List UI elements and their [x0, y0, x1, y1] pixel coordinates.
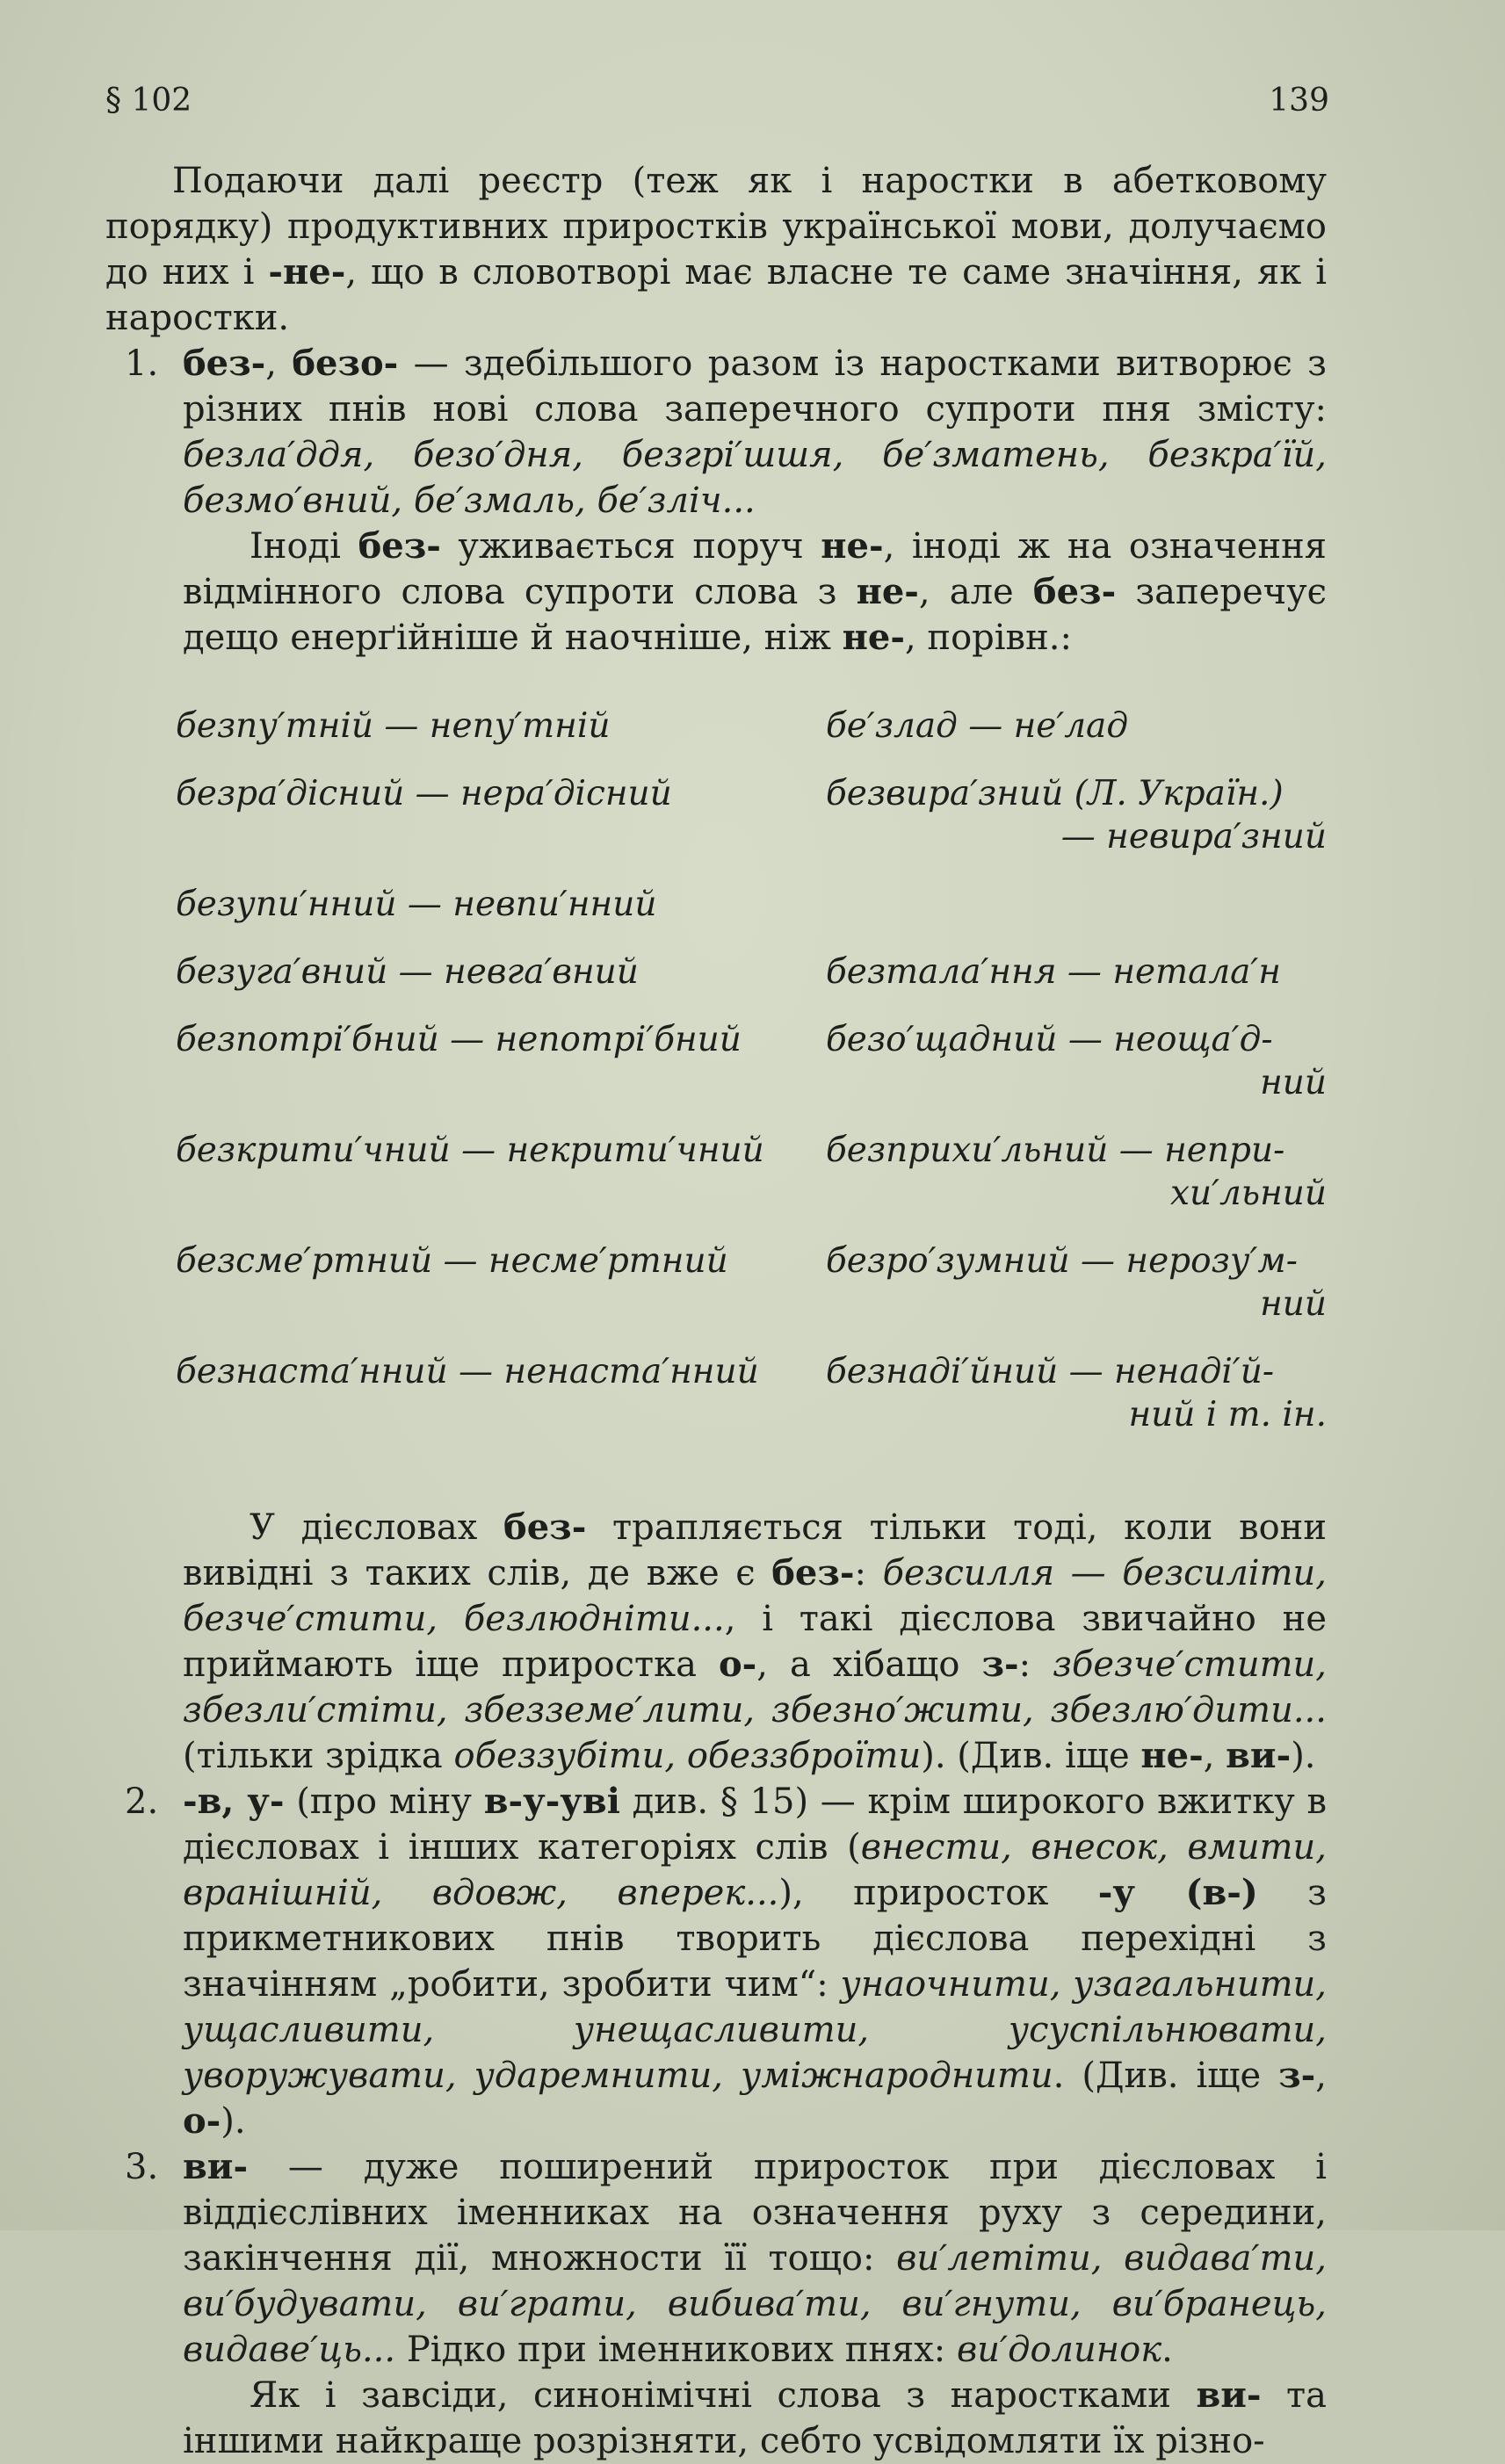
bold-prefix: з-	[981, 1644, 1019, 1685]
text-run: ,	[265, 343, 293, 384]
entry-vy	[105, 2144, 1327, 2373]
text-run: Рідко при іменникових пнях:	[395, 2330, 957, 2370]
pair-right-continuation: ний	[1260, 1063, 1327, 1102]
pair-right-text: безнаді′йний — ненаді′й-	[826, 1352, 1275, 1391]
text-run: уживається поруч	[440, 526, 821, 567]
text-run: ).	[1291, 1736, 1316, 1776]
pair-right-text: бе′злад — не′лад	[826, 706, 1129, 746]
pair-left: безнаста′нний — ненаста′нний	[176, 1352, 759, 1391]
pair-right	[826, 1129, 1327, 1239]
pair-right-text: безвира′зний (Л. Україн.)	[826, 774, 1284, 813]
pair-right	[826, 1018, 1327, 1129]
bold-prefix: -у (в-)	[1097, 1872, 1258, 1913]
entry-number: 3.	[125, 2147, 159, 2187]
pair-right-text: безтала′ння — нетала′н	[826, 952, 1281, 992]
pair-right-continuation: ний і т. ін.	[1128, 1395, 1327, 1434]
bold-prefix: в-у-уві	[483, 1781, 620, 1822]
text-run: та іншими найкраще розрізняти, себто усвідомляти їх різно-	[183, 2375, 1327, 2461]
bold-prefix: -в, у-	[183, 1781, 285, 1822]
bold-prefix: ви-	[183, 2146, 249, 2187]
italic-example: ви′летіти, видава′ти, ви′будувати, ви′грати, вибива′ти, ви′гнути, ви′бранець, видаве′ць...	[183, 2238, 1328, 2370]
italic-example: внести, внесок, вмити, вранішній, вдовж, вперек...	[183, 1827, 1327, 1913]
text-run: трапляється тільки тоді, коли вони вивідні з таких слів, де вже є	[183, 1507, 1327, 1593]
text-run: ). (Див. іще	[921, 1736, 1141, 1776]
pair-right	[826, 772, 1327, 883]
bold-prefix: -не-	[268, 251, 346, 293]
bold-prefix: без-	[358, 525, 441, 567]
text-run: ,	[1315, 2056, 1327, 2096]
bold-prefix: не-	[1140, 1735, 1204, 1776]
entry-v-u-definition	[183, 1779, 1327, 2144]
text-run: , але	[918, 572, 1033, 612]
pair-right-text: безприхи′льний — непри-	[826, 1131, 1285, 1170]
pair-right-continuation: хи′льний	[1170, 1174, 1327, 1213]
pair-left: безра′дісний — нера′дісний	[176, 774, 672, 813]
text-run: ), приросток	[778, 1873, 1098, 1913]
entry-bez-verbs	[183, 1505, 1327, 1779]
pair-right-continuation: — невира′зний	[1060, 817, 1327, 856]
entry-vy-definition	[183, 2144, 1327, 2373]
text-run: . (Див. іще	[1053, 2056, 1279, 2096]
text-run: з прикметникових пнів творить дієслова перехідні з значінням „робити, зробити чим“:	[183, 1873, 1327, 2005]
text-run: У дієсловах	[250, 1507, 504, 1548]
pair-left: безпотрі′бний — непотрі′бний	[176, 1020, 742, 1059]
text-run: , а хібащо	[756, 1644, 982, 1685]
text-run: , що в словотворі має власне те саме значіння, як і наростки.	[105, 252, 1327, 338]
pair-right-text: безро′зумний — нерозу′м-	[826, 1241, 1298, 1281]
text-run: Як і завсіди, синонімічні слова з наростками	[250, 2375, 1197, 2416]
text-run: , порівн.:	[904, 618, 1072, 658]
pair-right	[826, 1239, 1327, 1350]
bold-prefix: без-	[1032, 571, 1117, 612]
pair-left: безуга′вний — невга′вний	[176, 952, 639, 992]
entry-number: 1.	[125, 343, 159, 384]
pair-right	[826, 1350, 1327, 1461]
italic-example: унаочнити, узагальнити, ущасливити, унещасливити, усуспільнювати, уворужувати, ударемнити, уміжнароднити	[183, 1964, 1327, 2096]
bold-prefix: о-	[183, 2100, 221, 2142]
text-run: — здебільшого разом із наростками витворює з різних пнів нові слова заперечного супроти пня змісту:	[183, 343, 1327, 430]
pair-left: безсме′ртний — несме′ртний	[176, 1241, 728, 1281]
text-run: Іноді	[250, 526, 358, 567]
text-run: ,	[1203, 1736, 1226, 1776]
text-run: (про міну	[284, 1781, 484, 1822]
word-pairs-table	[176, 705, 1327, 1461]
pair-right-continuation: ний	[1260, 1284, 1327, 1324]
bold-prefix: з-	[1278, 2055, 1316, 2096]
bold-prefix: без-	[771, 1552, 855, 1593]
italic-example: безсилля — безсиліти, безче′стити, безлюдніти...	[183, 1553, 1327, 1639]
bold-prefix: без-	[183, 343, 266, 384]
text-run: заперечує дещо енерґійніше й наочніше, ніж	[183, 572, 1328, 658]
bold-prefix: не-	[842, 617, 905, 658]
intro-paragraph	[105, 158, 1327, 341]
italic-example: обеззубіти, обеззброїти	[453, 1736, 922, 1776]
pair-right-text: безо′щадний — неоща′д-	[826, 1020, 1273, 1059]
italic-example: ви′долинок	[957, 2330, 1162, 2370]
entry-v-u	[105, 1779, 1327, 2144]
bold-prefix: не-	[856, 571, 919, 612]
text-run: :	[1018, 1644, 1053, 1685]
text-run: — дуже поширений приросток при дієсловах і віддієслівних іменниках на означення руху з середини, закінчення дії, множности її тощо:	[183, 2147, 1327, 2279]
bold-prefix: о-	[719, 1644, 757, 1685]
pair-left: безпу′тній — непу′тній	[176, 706, 611, 746]
page-body	[105, 158, 1327, 2464]
bold-prefix: безо-	[292, 343, 399, 384]
italic-example: збезче′стити, збезли′стіти, збезземе′лити, збезно′жити, збезлю′дити...	[183, 1644, 1327, 1731]
pair-left: безкрити′чний — некрити′чний	[176, 1131, 764, 1170]
text-run: див. § 15) — крім широкого вжитку в дієсловах і інших категоріях слів (	[183, 1781, 1328, 1868]
entry-bez	[105, 341, 1327, 524]
page-number: 139	[1269, 83, 1329, 119]
bold-prefix: ви-	[1226, 1735, 1292, 1776]
section-number: § 102	[105, 83, 192, 119]
text-run: Подаючи далі реєстр (теж як і наростки в абетковому порядку) продуктивних приростків української мови, долучаємо до них і	[105, 161, 1327, 293]
pair-left: безупи′нний — невпи′нний	[176, 885, 657, 924]
text-run: ).	[221, 2101, 246, 2142]
text-run: .	[1161, 2330, 1173, 2370]
text-run: , іноді ж на означення відмінного слова супроти слова з	[183, 526, 1327, 612]
text-run: (тільки зрідка	[183, 1736, 454, 1776]
entry-number: 2.	[125, 1781, 159, 1822]
entry-bez-usage	[183, 524, 1327, 661]
entry-vy-note	[183, 2373, 1327, 2464]
pair-right	[826, 950, 1327, 1018]
bold-prefix: без-	[503, 1507, 587, 1548]
bold-prefix: не-	[821, 525, 884, 567]
pair-right	[826, 883, 1327, 950]
entry-bez-definition	[183, 341, 1327, 524]
bold-prefix: ви-	[1196, 2374, 1262, 2416]
pair-right	[826, 705, 1327, 772]
text-run: , і такі дієслова звичайно не приймають іще приростка	[183, 1599, 1327, 1685]
italic-example: безла′ддя, безо′дня, безгрі′шшя, бе′зматень, безкра′їй, безмо′вний, бе′змаль, бе′зліч...	[183, 435, 1327, 521]
text-run: :	[854, 1553, 883, 1593]
